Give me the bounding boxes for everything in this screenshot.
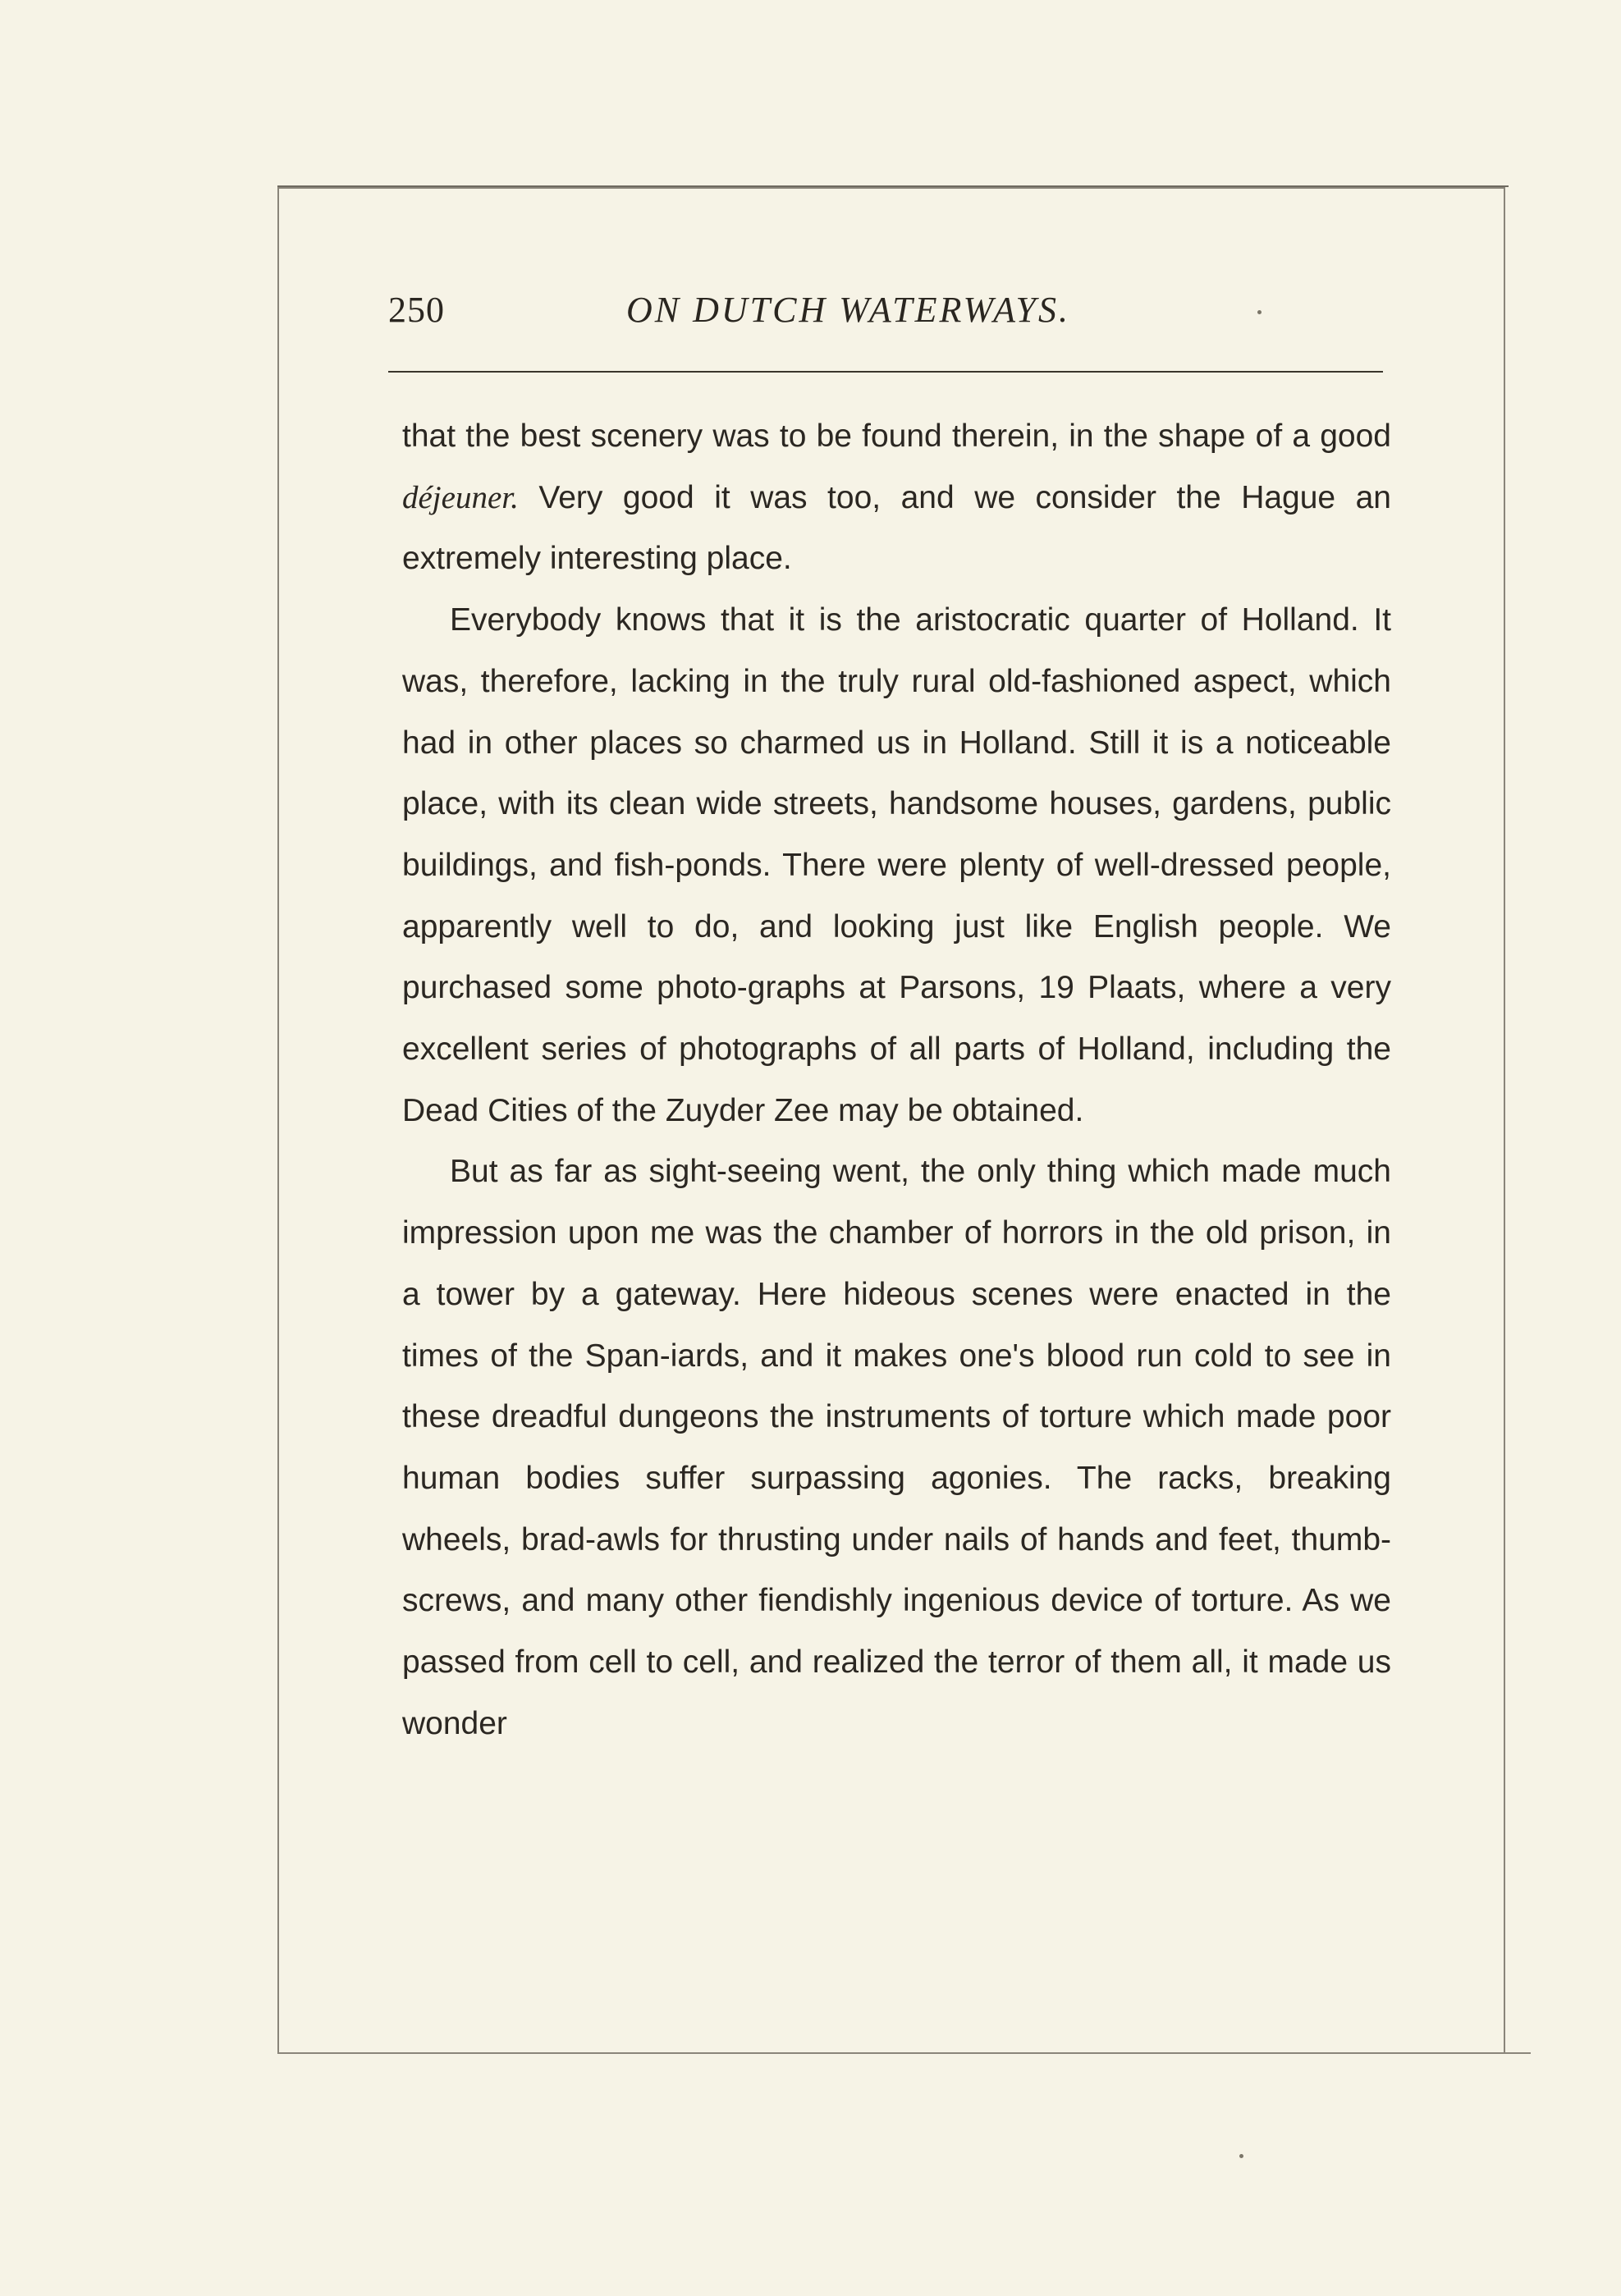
running-head (388, 289, 1385, 338)
page-number: 250 (388, 290, 445, 330)
paragraph-1 (402, 406, 1391, 590)
book-title: ON DUTCH WATERWAYS. (626, 290, 1071, 330)
paragraph-1-italic: déjeuner. (402, 479, 519, 515)
header-rule (388, 371, 1383, 373)
frame-bottom-rule (283, 2052, 1531, 2054)
paragraph-1-text-a: that the best scenery was to be found therein, in the shape of a good (402, 418, 1391, 454)
paragraph-2: Everybody knows that it is the aristocratic quarter of Holland. It was, therefore, lacking in the truly rural old-fashioned aspect, which had in other places so charmed us in Holland. Still it is a noticeable place, with its clean wide streets, handsome houses, gardens, public buildings, and fish-ponds. There were plenty of well-dressed people, apparently well to do, and looking just like English people. We purchased some photo-graphs at Parsons, 19 Plaats, where a very excellent series of photographs of all parts of Holland, including the Dead Cities of the Zuyder Zee may be obtained. (402, 602, 1391, 1128)
paper-speck (1239, 2154, 1243, 2158)
body-text (402, 406, 1391, 1754)
paragraph-3: But as far as sight-seeing went, the only thing which made much impression upon me was the chamber of horrors in the old prison, in a tower by a gateway. Here hideous scenes were enacted in the times of the Span-iards, and it makes one's blood run cold to see in these dreadful dungeons the instruments of torture which made poor human bodies suffer surpassing agonies. The racks, breaking wheels, brad-awls for thrusting under nails of hands and feet, thumb-screws, and many other fiendishly ingenious device of torture. As we passed from cell to cell, and realized the terror of them all, it made us wonder (402, 1154, 1391, 1741)
paragraph-1-text-b: Very good it was too, and we consider the Hague an extremely interesting place. (402, 479, 1391, 577)
paper-speck (1257, 310, 1262, 314)
